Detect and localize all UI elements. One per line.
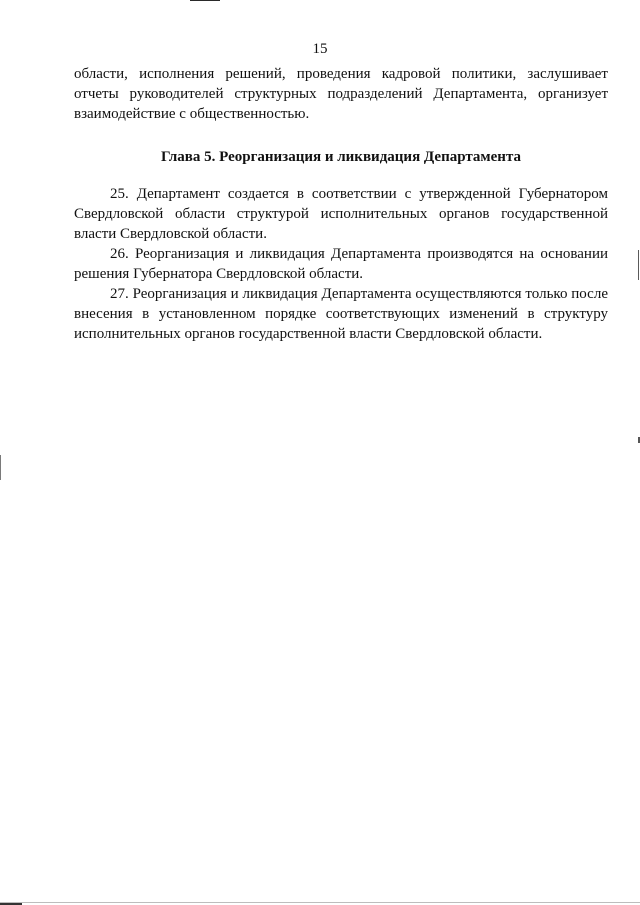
scan-artifact-top [190, 0, 220, 1]
paragraph-27: 27. Реорганизация и ликвидация Департамента осуществляются только после внесения в установленном порядке соответствующих изменений в структуру исполнительных органов государственной власти Свердловской области. [74, 286, 608, 342]
paragraph-25: 25. Департамент создается в соответствии с утвержденной Губернатором Свердловской области структурой исполнительных органов государственной власти Свердловской области. [74, 186, 608, 242]
intro-paragraph: области, исполнения решений, проведения кадровой политики, заслушивает отчеты руководителей структурных подразделений Департамента, организует взаимодействие с общественностью. [74, 66, 608, 122]
chapter-heading: Глава 5. Реорганизация и ликвидация Департамента [161, 149, 521, 165]
scan-artifact-left [0, 455, 1, 480]
paragraph-26: 26. Реорганизация и ликвидация Департамента производятся на основании решения Губернатора Свердловской области. [74, 246, 608, 282]
page-number: 15 [312, 41, 328, 57]
document-body [74, 64, 608, 344]
scan-artifact-right [638, 250, 639, 280]
scan-artifact-bottom-line [0, 902, 640, 903]
